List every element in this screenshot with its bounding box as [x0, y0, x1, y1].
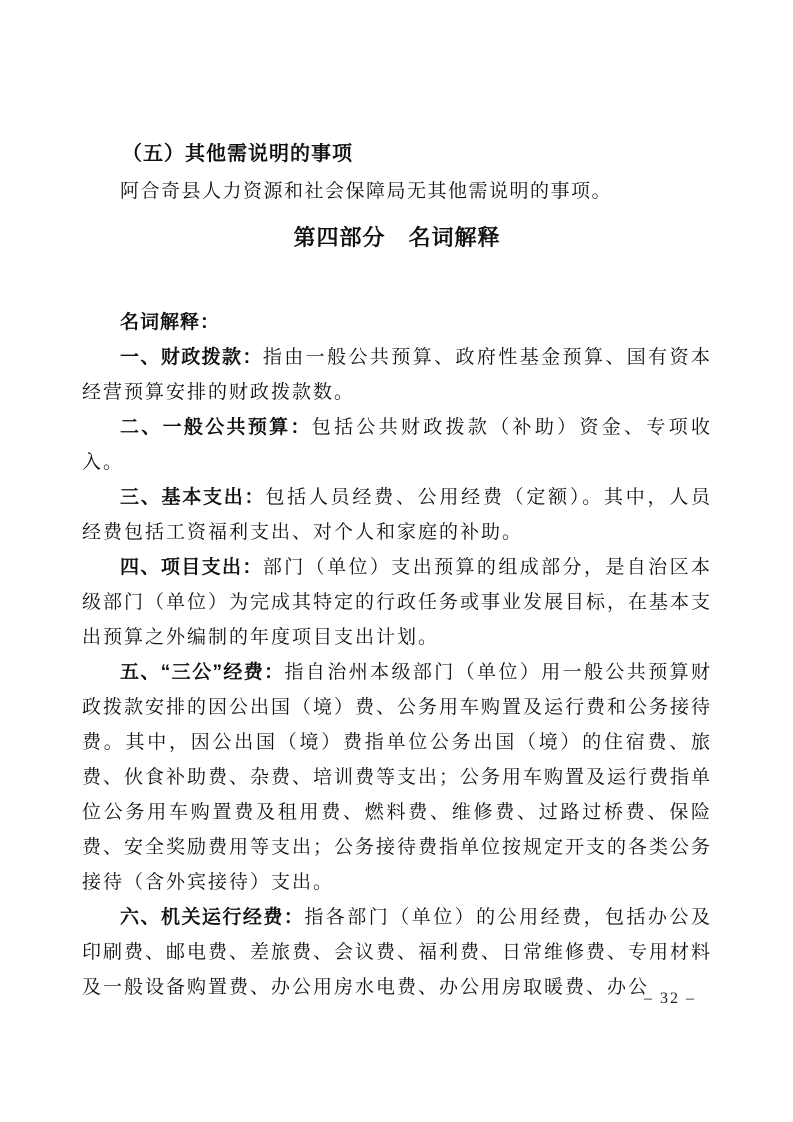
term-lead: 一、财政拨款： — [120, 347, 263, 368]
term-jiben-zhichu — [82, 480, 712, 550]
term-body: 指由一般公共预算、政府性基金预算、国有资本经营预算安排的财政拨款数。 — [82, 347, 712, 403]
term-body: 包括公共财政拨款（补助）资金、专项收入。 — [82, 417, 712, 473]
page-number: – 32 – — [644, 990, 696, 1007]
term-body: 指自治州本级部门（单位）用一般公共预算财政拨款安排的因公出国（境）费、公务用车购置及运行费和公务接待费。其中，因公出国（境）费指单位公务出国（境）的住宿费、旅费、伙食补助费、杂费、培训费等支出；公务用车购置及运行费指单位公务用车购置费及租用费、燃料费、维修费、过路过桥费、保险费、安全奖励费用等支出；公务接待费指单位按规定开支的各类公务接待（含外宾接待）支出。 — [82, 662, 713, 893]
term-lead: 三、基本支出： — [120, 487, 266, 508]
document-content — [82, 136, 712, 1005]
term-yiban-gonggong-yusuan — [82, 410, 712, 480]
term-lead: 二、一般公共预算： — [120, 417, 312, 438]
section-heading: （五）其他需说明的事项 — [122, 143, 353, 165]
term-lead: 五、“三公”经费： — [120, 662, 285, 683]
term-sangong-jingfei — [82, 655, 712, 900]
term-lead: 六、机关运行经费： — [120, 907, 305, 928]
term-body: 指各部门（单位）的公用经费，包括办公及印刷费、邮电费、差旅费、会议费、福利费、日常维修费、专用材料及一般设备购置费、办公用房水电费、办公用房取暖费、办公 — [82, 907, 713, 998]
term-lead: 四、项目支出： — [120, 557, 263, 578]
term-xiangmu-zhichu — [82, 550, 712, 655]
term-body: 包括人员经费、公用经费（定额）。其中，人员经费包括工资福利支出、对个人和家庭的补助。 — [82, 487, 712, 543]
term-body: 部门（单位）支出预算的组成部分，是自治区本级部门（单位）为完成其特定的行政任务或事业发展目标，在基本支出预算之外编制的年度项目支出计划。 — [82, 557, 713, 648]
part-title: 第四部分 名词解释 — [293, 225, 501, 250]
section-body-paragraph: 阿合奇县人力资源和社会保障局无其他需说明的事项。 — [120, 181, 613, 202]
glossary-label: 名词解释： — [120, 312, 221, 333]
term-jiguan-yunxing-jingfei — [82, 900, 712, 1005]
term-caizheng-bokuan — [82, 340, 712, 410]
